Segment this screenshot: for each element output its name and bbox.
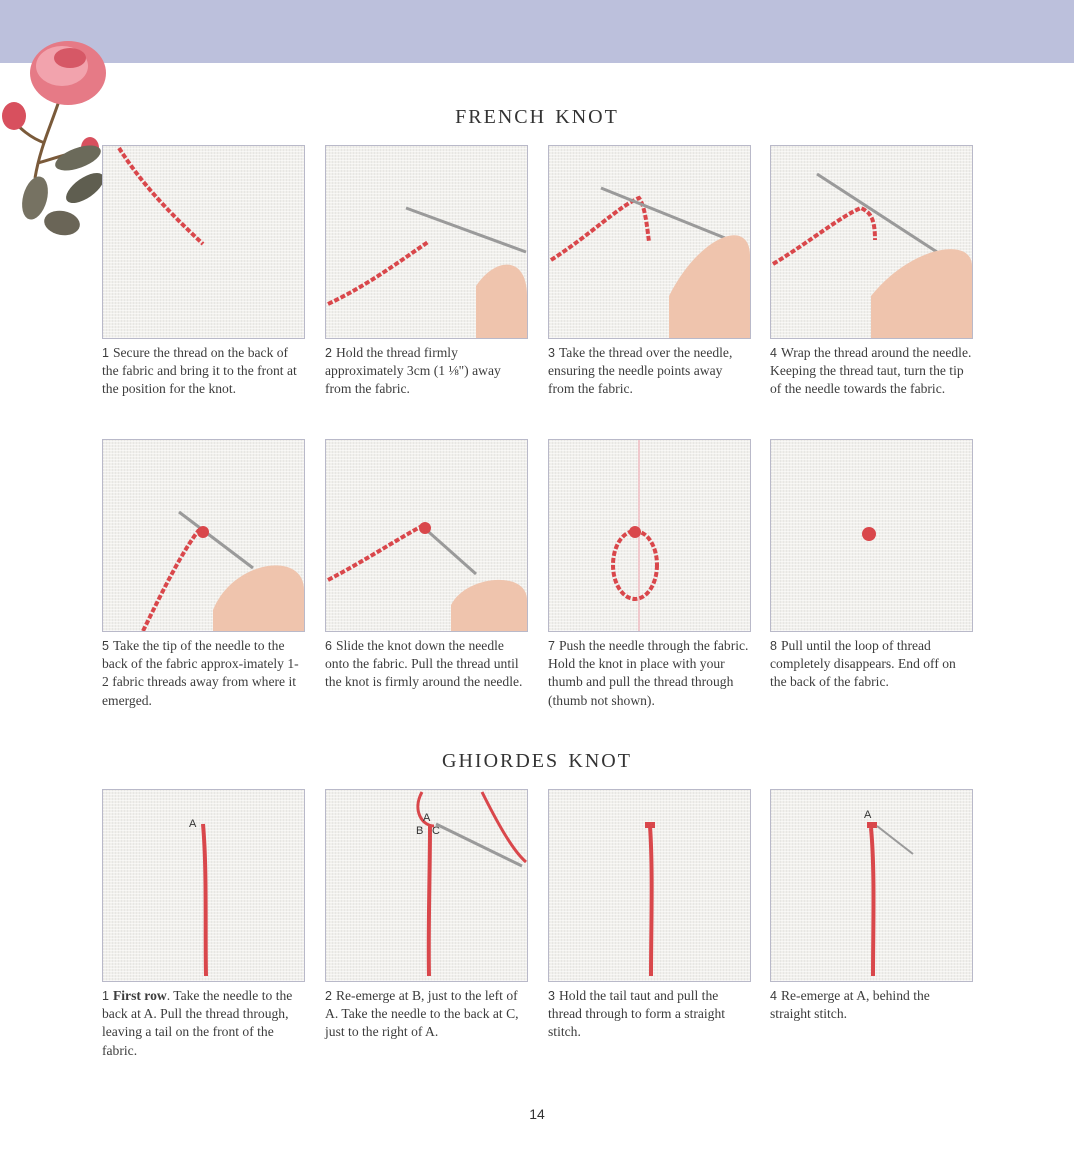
french-step-3: [548, 145, 751, 399]
ghiordes-step-3: [548, 789, 751, 1042]
french-knot-title: french knot: [455, 98, 619, 130]
step-photo: [102, 439, 305, 632]
step-caption: 1 Secure the thread on the back of the fabric and bring it to the front at the position for the knot.: [102, 345, 297, 397]
french-step-7: [548, 439, 751, 710]
step-photo: [102, 789, 305, 982]
step-caption: 7 Push the needle through the fabric. Hold the knot in place with your thumb and pull the thread through (thumb not shown).: [548, 638, 749, 708]
step-photo: [325, 789, 528, 982]
ghiordes-step-4: [770, 789, 973, 1023]
point-a-label: A: [423, 812, 431, 824]
step-caption: 3 Hold the tail taut and pull the thread through to form a straight stitch.: [548, 988, 726, 1040]
step-caption: 3 Take the thread over the needle, ensuring the needle points away from the fabric.: [548, 345, 733, 397]
step-photo: [102, 145, 305, 339]
ghiordes-knot-title: ghiordes knot: [442, 742, 632, 774]
ghiordes-step-2: [325, 789, 528, 1042]
step-photo: [770, 789, 973, 982]
step-photo: [548, 439, 751, 632]
step-caption: 4 Re-emerge at A, behind the straight stitch.: [770, 988, 930, 1022]
french-step-2: [325, 145, 528, 399]
point-c-label: C: [432, 825, 440, 837]
step-photo: [325, 439, 528, 632]
step-photo: [325, 145, 528, 339]
french-step-5: [102, 439, 305, 710]
point-a-label: A: [189, 818, 197, 830]
french-step-6: [325, 439, 528, 692]
step-caption: 8 Pull until the loop of thread completely disappears. End off on the back of the fabric.: [770, 638, 956, 690]
step-caption: 5 Take the tip of the needle to the back of the fabric approx-imately 1-2 fabric threads away from where it emerged.: [102, 638, 299, 708]
step-caption: 1 First row. Take the needle to the back at A. Pull the thread through, leaving a tail on the front of the fabric.: [102, 988, 293, 1058]
step-caption: 6 Slide the knot down the needle onto the fabric. Pull the thread until the knot is firmly around the needle.: [325, 638, 523, 690]
point-b-label: B: [416, 825, 424, 837]
step-caption: 2 Hold the thread firmly approximately 3cm (1 ⅛") away from the fabric.: [325, 345, 501, 397]
rose-illustration: [0, 28, 110, 238]
french-step-1: [102, 145, 305, 399]
step-photo: [770, 439, 973, 632]
point-a-label: A: [864, 809, 872, 821]
header-band: [0, 0, 1074, 63]
ghiordes-step-1: [102, 789, 305, 1060]
step-photo: [770, 145, 973, 339]
step-photo: [548, 145, 751, 339]
step-caption: 4 Wrap the thread around the needle. Keeping the thread taut, turn the tip of the needle towards the fabric.: [770, 345, 972, 397]
step-caption: 2 Re-emerge at B, just to the left of A. Take the needle to the back at C, just to the right of A.: [325, 988, 519, 1040]
french-step-4: [770, 145, 973, 399]
french-step-8: [770, 439, 973, 692]
step-photo: [548, 789, 751, 982]
page-number: 14: [529, 1106, 545, 1122]
